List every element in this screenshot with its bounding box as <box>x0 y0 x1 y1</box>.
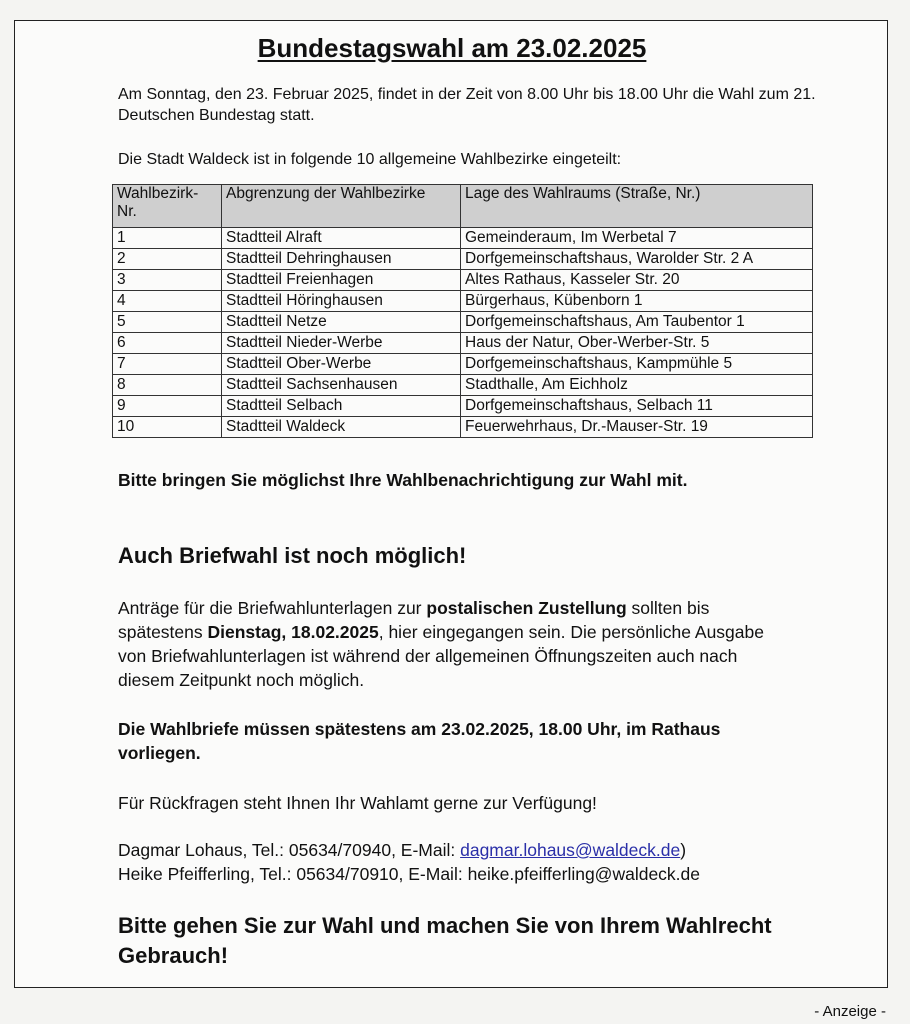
cell-nr: 1 <box>113 228 222 249</box>
briefwahl-heading: Auch Briefwahl ist noch möglich! <box>118 543 467 568</box>
contact-line <box>118 862 838 886</box>
intro-text: Am Sonntag, den 23. Februar 2025, findet in der Zeit von 8.00 Uhr bis 18.00 Uhr die Wahl zum 21. Deutschen Bundestag statt. <box>118 86 816 124</box>
table-header-row <box>113 185 813 228</box>
cell-lage: Dorfgemeinschaftshaus, Selbach 11 <box>461 396 813 417</box>
cell-lage: Bürgerhaus, Kübenborn 1 <box>461 291 813 312</box>
table-row <box>113 417 813 438</box>
cell-abgrenzung: Stadtteil Sachsenhausen <box>222 375 461 396</box>
briefwahl-text-part: , hier eingegangen sein. Die persönliche Ausgabe von Briefwahlunterlagen ist während der allgemeinen Öffnungszeiten auch nach diesem Zeitpunkt noch möglich. <box>118 622 764 690</box>
cell-nr: 4 <box>113 291 222 312</box>
cell-lage: Stadthalle, Am Eichholz <box>461 375 813 396</box>
deadline-notice: Die Wahlbriefe müssen spätestens am 23.02.2025, 18.00 Uhr, im Rathaus vorliegen. <box>118 719 721 763</box>
deadline-date-emphasis: Dienstag, 18.02.2025 <box>207 622 379 642</box>
cell-nr: 3 <box>113 270 222 291</box>
districts-table <box>112 184 813 438</box>
briefwahl-text-part: Anträge für die Briefwahlunterlagen zur <box>118 598 427 618</box>
cell-nr: 2 <box>113 249 222 270</box>
cell-nr: 8 <box>113 375 222 396</box>
cell-nr: 10 <box>113 417 222 438</box>
email-link[interactable]: dagmar.lohaus@waldeck.de <box>460 840 681 860</box>
cell-abgrenzung: Stadtteil Selbach <box>222 396 461 417</box>
cell-lage: Altes Rathaus, Kasseler Str. 20 <box>461 270 813 291</box>
cell-lage: Dorfgemeinschaftshaus, Kampmühle 5 <box>461 354 813 375</box>
table-row <box>113 291 813 312</box>
table-body <box>113 228 813 438</box>
cell-nr: 9 <box>113 396 222 417</box>
closing-appeal: Bitte gehen Sie zur Wahl und machen Sie von Ihrem Wahlrecht Gebrauch! <box>118 913 772 968</box>
cell-nr: 7 <box>113 354 222 375</box>
briefwahl-text-part: sollten bis spätestens <box>118 598 710 642</box>
cell-abgrenzung: Stadtteil Netze <box>222 312 461 333</box>
table-row <box>113 396 813 417</box>
districts-intro: Die Stadt Waldeck ist in folgende 10 allgemeine Wahlbezirke eingeteilt: <box>118 151 622 168</box>
page-title: Bundestagswahl am 23.02.2025 <box>257 33 647 63</box>
cell-abgrenzung: Stadtteil Freienhagen <box>222 270 461 291</box>
contact-text: ) <box>680 840 687 860</box>
contact-text: Dagmar Lohaus, Tel.: 05634/70940, E-Mail: <box>118 840 461 860</box>
contacts <box>118 838 838 886</box>
bring-notice: Bitte bringen Sie möglichst Ihre Wahlbenachrichtigung zur Wahl mit. <box>118 470 688 490</box>
table-row <box>113 270 813 291</box>
cell-abgrenzung: Stadtteil Waldeck <box>222 417 461 438</box>
cell-nr: 5 <box>113 312 222 333</box>
cell-nr: 6 <box>113 333 222 354</box>
advertisement-label: - Anzeige - <box>814 1003 886 1020</box>
briefwahl-text <box>118 596 788 692</box>
cell-lage: Dorfgemeinschaftshaus, Warolder Str. 2 A <box>461 249 813 270</box>
cell-abgrenzung: Stadtteil Nieder-Werbe <box>222 333 461 354</box>
contact-text: Heike Pfeifferling, Tel.: 05634/70910, E-Mail: <box>118 864 468 884</box>
cell-lage: Feuerwehrhaus, Dr.-Mauser-Str. 19 <box>461 417 813 438</box>
cell-abgrenzung: Stadtteil Höringhausen <box>222 291 461 312</box>
table-row <box>113 333 813 354</box>
questions-text: Für Rückfragen steht Ihnen Ihr Wahlamt gerne zur Verfügung! <box>118 793 597 813</box>
cell-lage: Dorfgemeinschaftshaus, Am Taubentor 1 <box>461 312 813 333</box>
table-row <box>113 354 813 375</box>
cell-abgrenzung: Stadtteil Dehringhausen <box>222 249 461 270</box>
postal-delivery-emphasis: postalischen Zustellung <box>426 598 627 618</box>
header-nr: Wahlbezirk-Nr. <box>113 185 222 228</box>
table-row <box>113 228 813 249</box>
email-text: heike.pfeifferling@waldeck.de <box>467 864 701 884</box>
table-row <box>113 249 813 270</box>
table-row <box>113 312 813 333</box>
header-lage: Lage des Wahlraums (Straße, Nr.) <box>461 185 813 228</box>
cell-abgrenzung: Stadtteil Alraft <box>222 228 461 249</box>
table-row <box>113 375 813 396</box>
cell-lage: Gemeinderaum, Im Werbetal 7 <box>461 228 813 249</box>
announcement-frame <box>14 20 888 988</box>
cell-lage: Haus der Natur, Ober-Werber-Str. 5 <box>461 333 813 354</box>
header-abgrenzung: Abgrenzung der Wahlbezirke <box>222 185 461 228</box>
contact-line <box>118 838 838 862</box>
cell-abgrenzung: Stadtteil Ober-Werbe <box>222 354 461 375</box>
